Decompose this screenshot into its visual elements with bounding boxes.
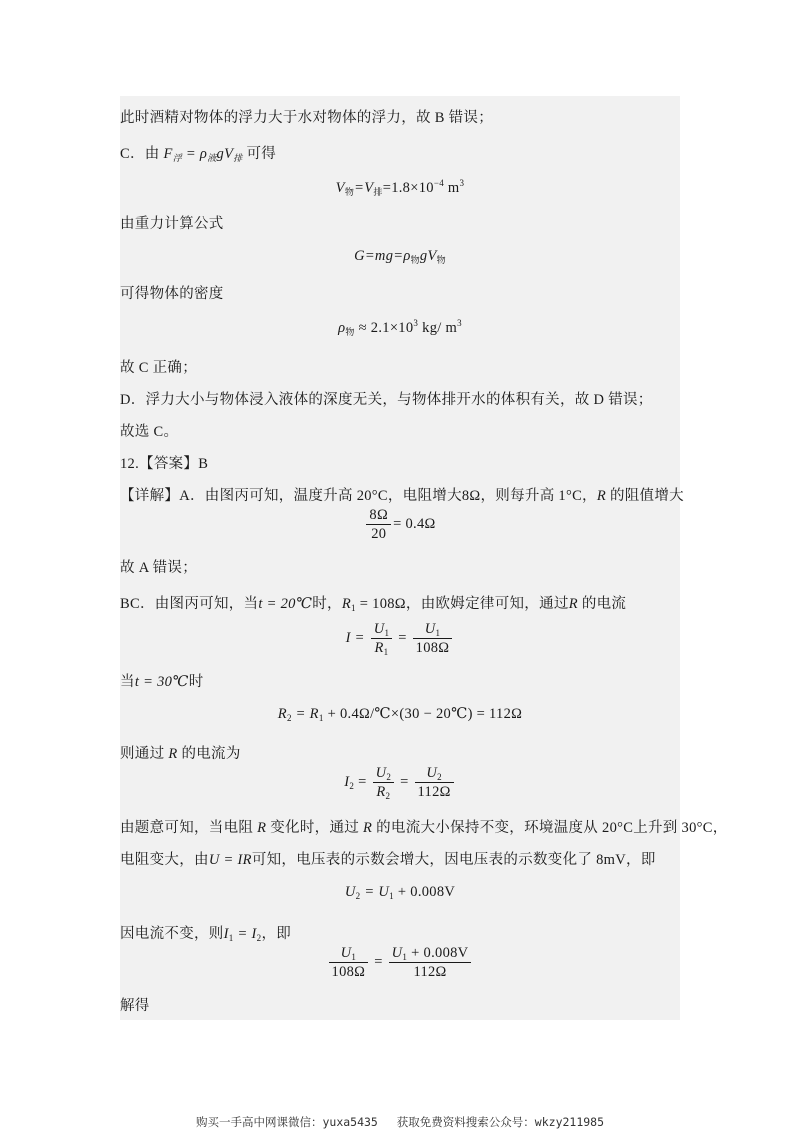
fraction: $\frac{8\Omega}{20}$: [366, 506, 391, 543]
text: 故 A 错误；: [120, 560, 198, 576]
text-line: 【详解】A．由图丙可知，温度升高 20°C，电阻增大8Ω，则每升高 1°C，R 的阻值增大: [120, 488, 684, 504]
text-line: BC．由图丙可知，当t = 20℃时，$R_1 = 108\Omega$，由欧姆定律可知，通过R 的电流: [120, 596, 627, 613]
text: 可得物体的密度: [120, 286, 224, 302]
text-line: [120, 356, 197, 377]
formula-current-2: $I_2$ = $\frac{U_2}{R_2}$ = $\frac{U_2}{112\Omega}$: [120, 764, 680, 801]
document-page: [120, 96, 728, 1020]
text: 可得: [246, 146, 277, 162]
footer-right: 获取免费资料搜索公众号：wkzy211985: [396, 1115, 605, 1129]
text: 此时酒精对物体的浮力大于水对物体的浮力，故 B 错误；: [120, 110, 494, 126]
formula-buoyancy: $F_浮 = \rho_液gV_排$: [163, 146, 243, 163]
text-line: [120, 142, 276, 163]
text-line: [120, 388, 653, 409]
text: 故选 C。: [120, 424, 179, 440]
formula-equation: $\frac{U_1}{108\Omega}$ = $\frac{U_1 + 0.008V}{112\Omega}$: [120, 944, 680, 981]
text-line: 则通过 R 的电流为: [120, 746, 241, 762]
formula-voltage: $U_2 = U_1 + 0.008V$: [344, 884, 456, 901]
formula-fraction-rate: $\frac{8\Omega}{20}$ = 0.4Ω: [120, 506, 680, 543]
answer-heading: [120, 452, 208, 473]
formula-current-1: I = $\frac{U_1}{R_1}$ = $\frac{U_1}{108\Omega}$: [120, 620, 680, 657]
text-line: 当t = 30℃时: [120, 674, 204, 690]
text: 由重力计算公式: [120, 216, 224, 232]
text-line: 因电流不变，则$I_1 = I_2$，即: [120, 926, 292, 943]
text-line: [120, 556, 197, 577]
footer-left: 购买一手高中网课微信：yuxa5435: [195, 1115, 378, 1129]
formula-volume: $V_物=V_排=1.8\times 10^{-4}$ $m^3$: [335, 178, 465, 197]
formula-density: $\rho_物 \approx 2.1\times 10^3$ kg/ $m^3$: [338, 318, 462, 337]
text: D．浮力大小与物体浸入液体的深度无关，与物体排开水的体积有关，故 D 错误；: [120, 392, 653, 408]
text-line: [120, 994, 150, 1015]
text-line: [120, 282, 224, 303]
text-line: [120, 212, 224, 233]
footer-watermark: [0, 1114, 800, 1130]
text: 故 C 正确；: [120, 360, 198, 376]
formula-gravity: $G=mg=\rho_物gV_物$: [354, 248, 446, 265]
formula-resistance-2: $R_2 = R_1$ + 0.4Ω/℃×(30 − 20℃) = 112Ω: [277, 706, 523, 723]
text-line: [120, 420, 178, 441]
text-line: [120, 106, 493, 127]
text-line: 电阻变大，由U = IR可知，电压表的示数会增大，因电压表的示数变化了 8mV，即: [120, 852, 656, 868]
text: 12.【答案】B: [120, 456, 209, 472]
text-line: 由题意可知，当电阻 R 变化时，通过 R 的电流大小保持不变，环境温度从 20°C上升到 30°C，: [120, 820, 728, 836]
text: 解得: [120, 998, 150, 1014]
text: C．由: [120, 146, 160, 162]
